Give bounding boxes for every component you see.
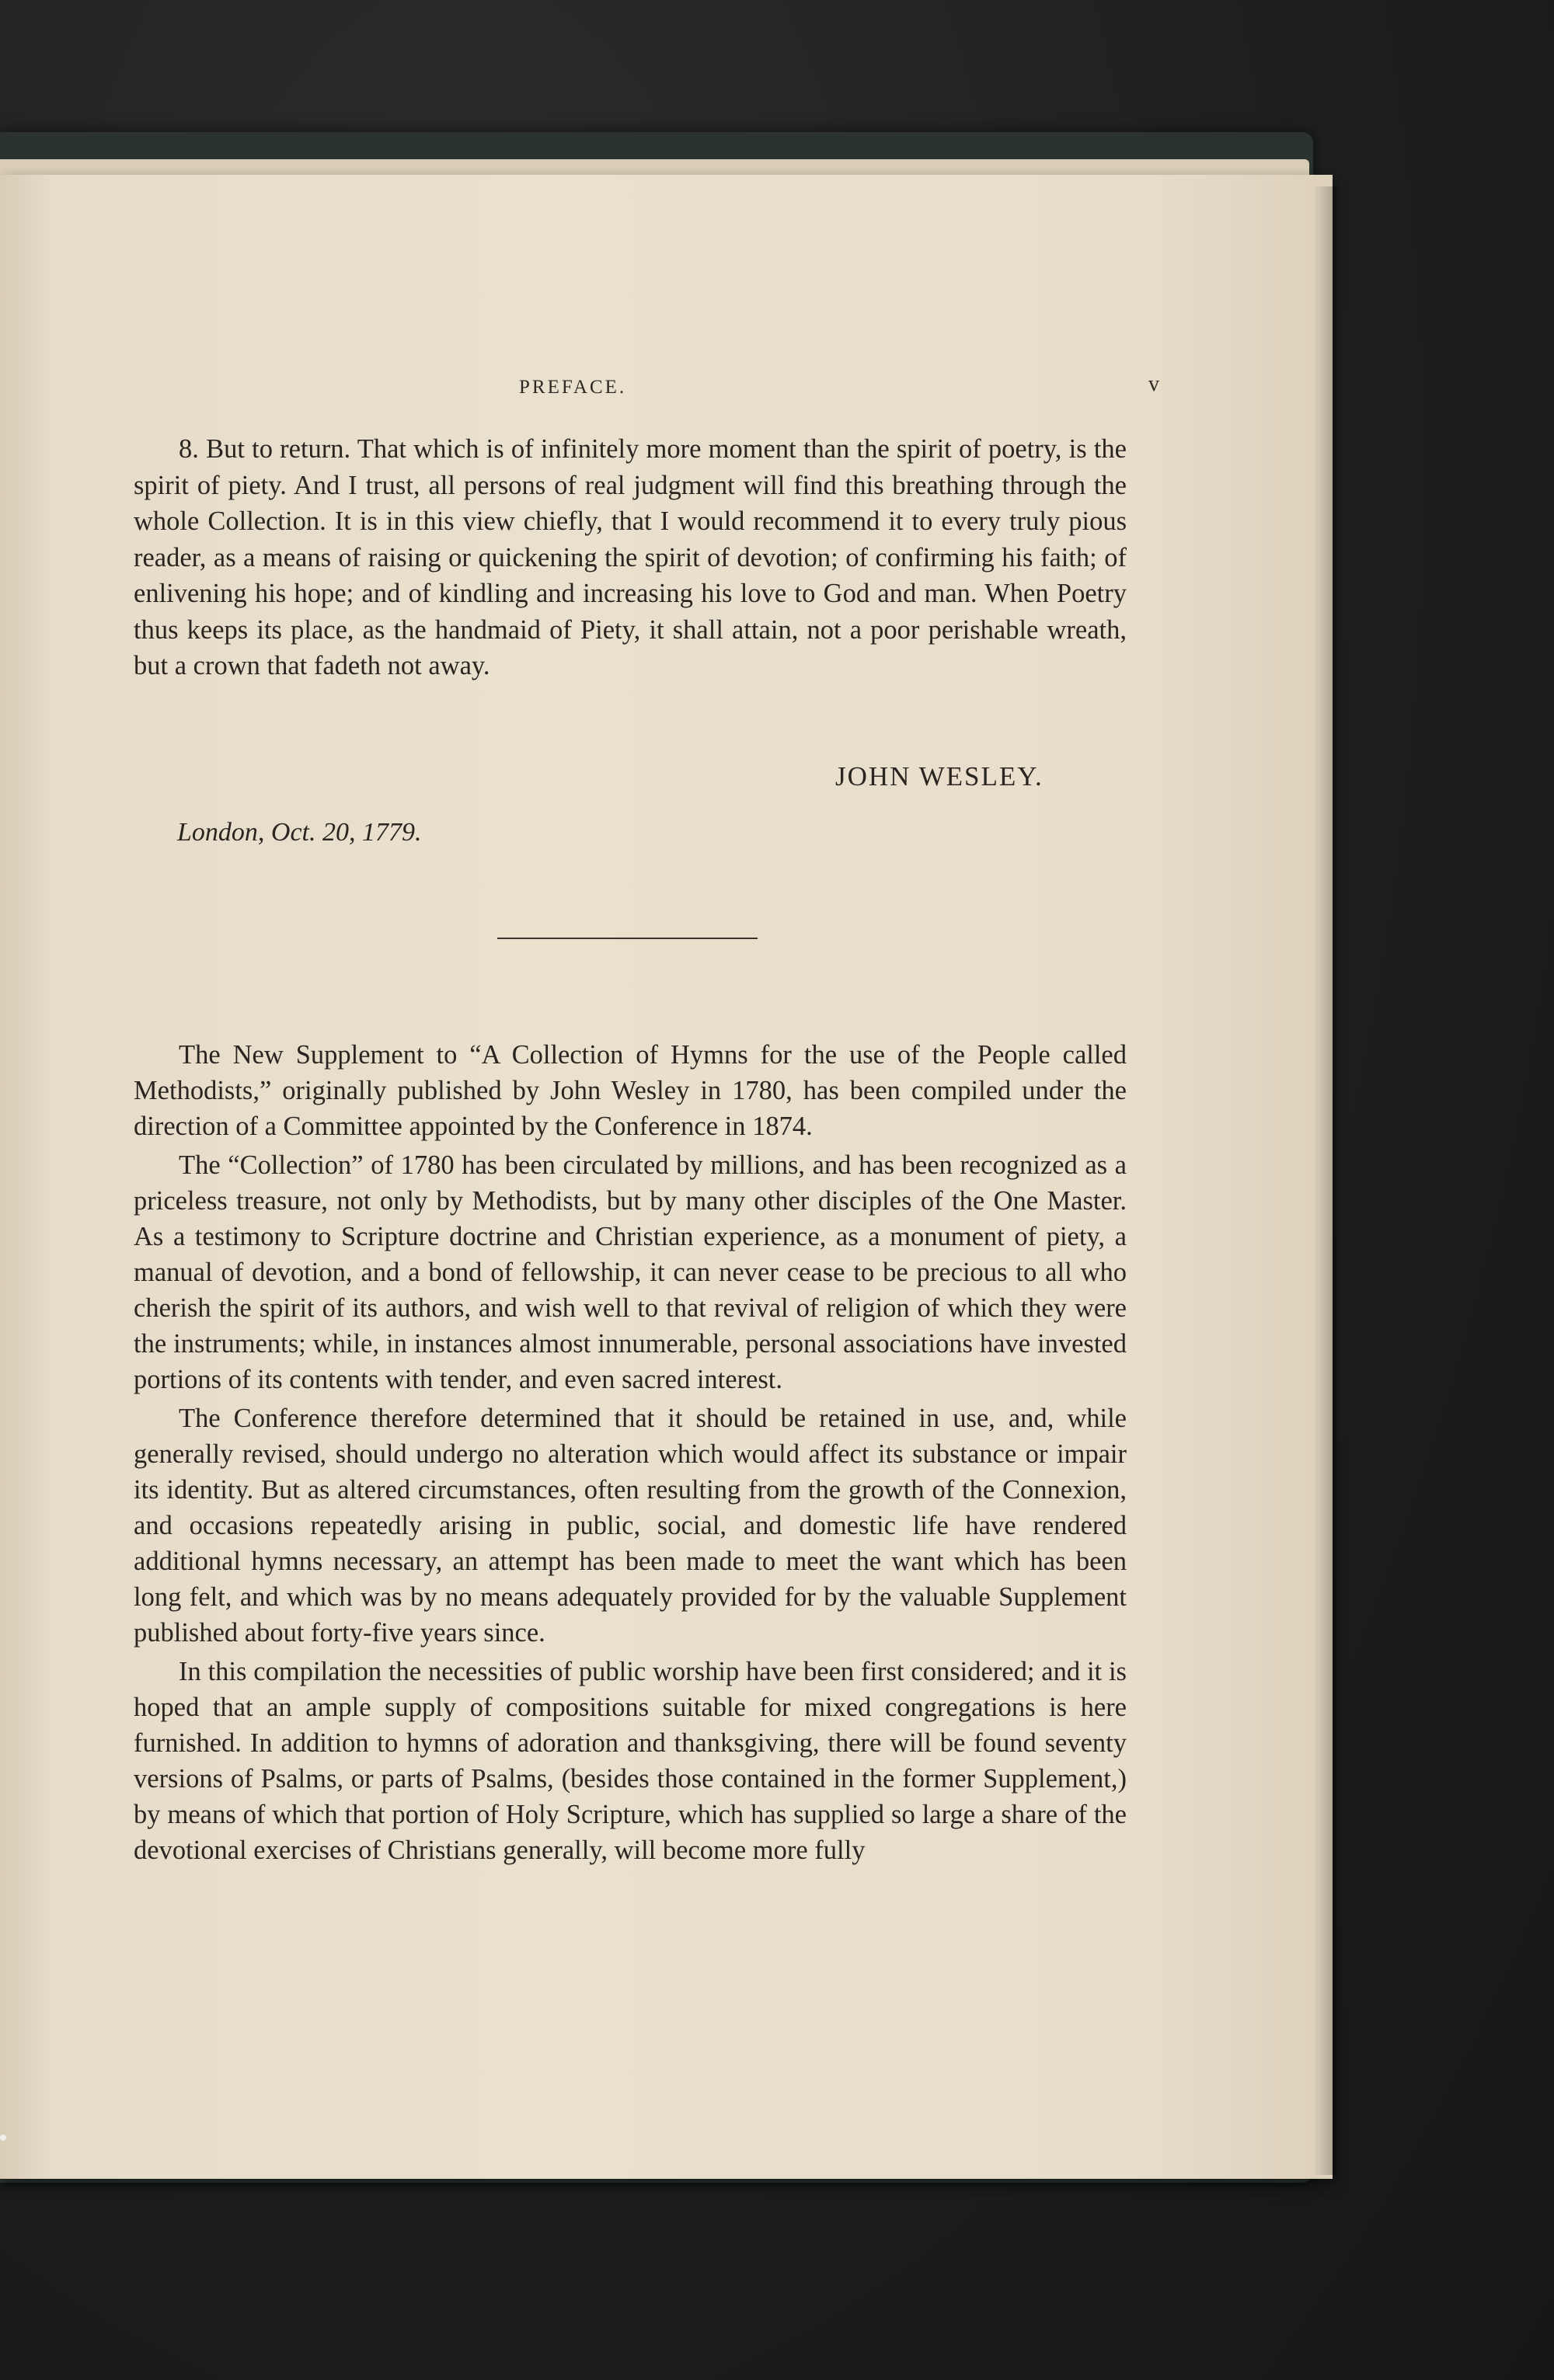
dust-speck (0, 2135, 6, 2141)
paragraph: The New Supplement to “A Collection of Hymns for the use of the People called Methodists,” originally published by John Wesley in 1780, has been compiled under the direction of a Committee appointed by the Conference in 1874. (134, 1040, 1127, 1141)
signature: JOHN WESLEY. (835, 761, 1044, 792)
paragraph: The Conference therefore determined that it should be retained in use, and, while generally revised, should undergo no alteration which would affect its substance or impair its identity. But as altered circumstances, often resulting from the growth of the Connexion, and occasions repeatedly arising in public, social, and domestic life have rendered additional hymns necessary, an attempt has been made to meet the want which has been long felt, and which was by no means adequately provided for by the valuable Supplement published about forty-five years since. (134, 1404, 1127, 1648)
dateline: London, Oct. 20, 1779. (177, 818, 422, 847)
paragraph: The “Collection” of 1780 has been circulated by millions, and has been recognized as a priceless treasure, not only by Methodists, but by many other disciples of the One Master. As a testimony to Scripture doctrine and Christian experience, as a monument of piety, a manual of devotion, and a bond of fellowship, it can never cease to be precious to all who cherish the spirit of its authors, and wish well to that revival of religion of which they were the instruments; while, in instances almost innumerable, personal associations have invested portions of its contents with tender, and even sacred interest. (134, 1150, 1127, 1394)
page-number: v (1148, 372, 1159, 396)
preface-paragraph-8 (134, 431, 1127, 684)
supplement-section (134, 1037, 1127, 1868)
section-divider (497, 938, 758, 939)
paragraph: 8. But to return. That which is of infinitely more moment than the spirit of poetry, is the spirit of piety. And I trust, all persons of real judgment will find this breathing through the whole Collection. It is in this view chiefly, that I would recommend it to every truly pious reader, as a means of raising or quickening the spirit of devotion; of confirming his faith; of enlivening his hope; and of kindling and increasing his love to God and man. When Poetry thus keeps its place, as the handmaid of Piety, it shall attain, not a poor perishable wreath, but a crown that fadeth not away. (134, 434, 1127, 680)
book-page (0, 175, 1333, 2179)
running-title: PREFACE. (519, 377, 627, 398)
running-head (0, 372, 1333, 408)
paragraph: In this compilation the necessities of public worship have been first considered; and it is hoped that an ample supply of compositions suitable for mixed congregations is here furnished. In addition to hymns of adoration and thanksgiving, there will be found seventy versions of Psalms, or parts of Psalms, (besides those contained in the former Supplement,) by means of which that portion of Holy Scripture, which has supplied so large a share of the devotional exercises of Christians generally, will become more fully (134, 1657, 1127, 1865)
page-shadow (1313, 186, 1336, 2175)
